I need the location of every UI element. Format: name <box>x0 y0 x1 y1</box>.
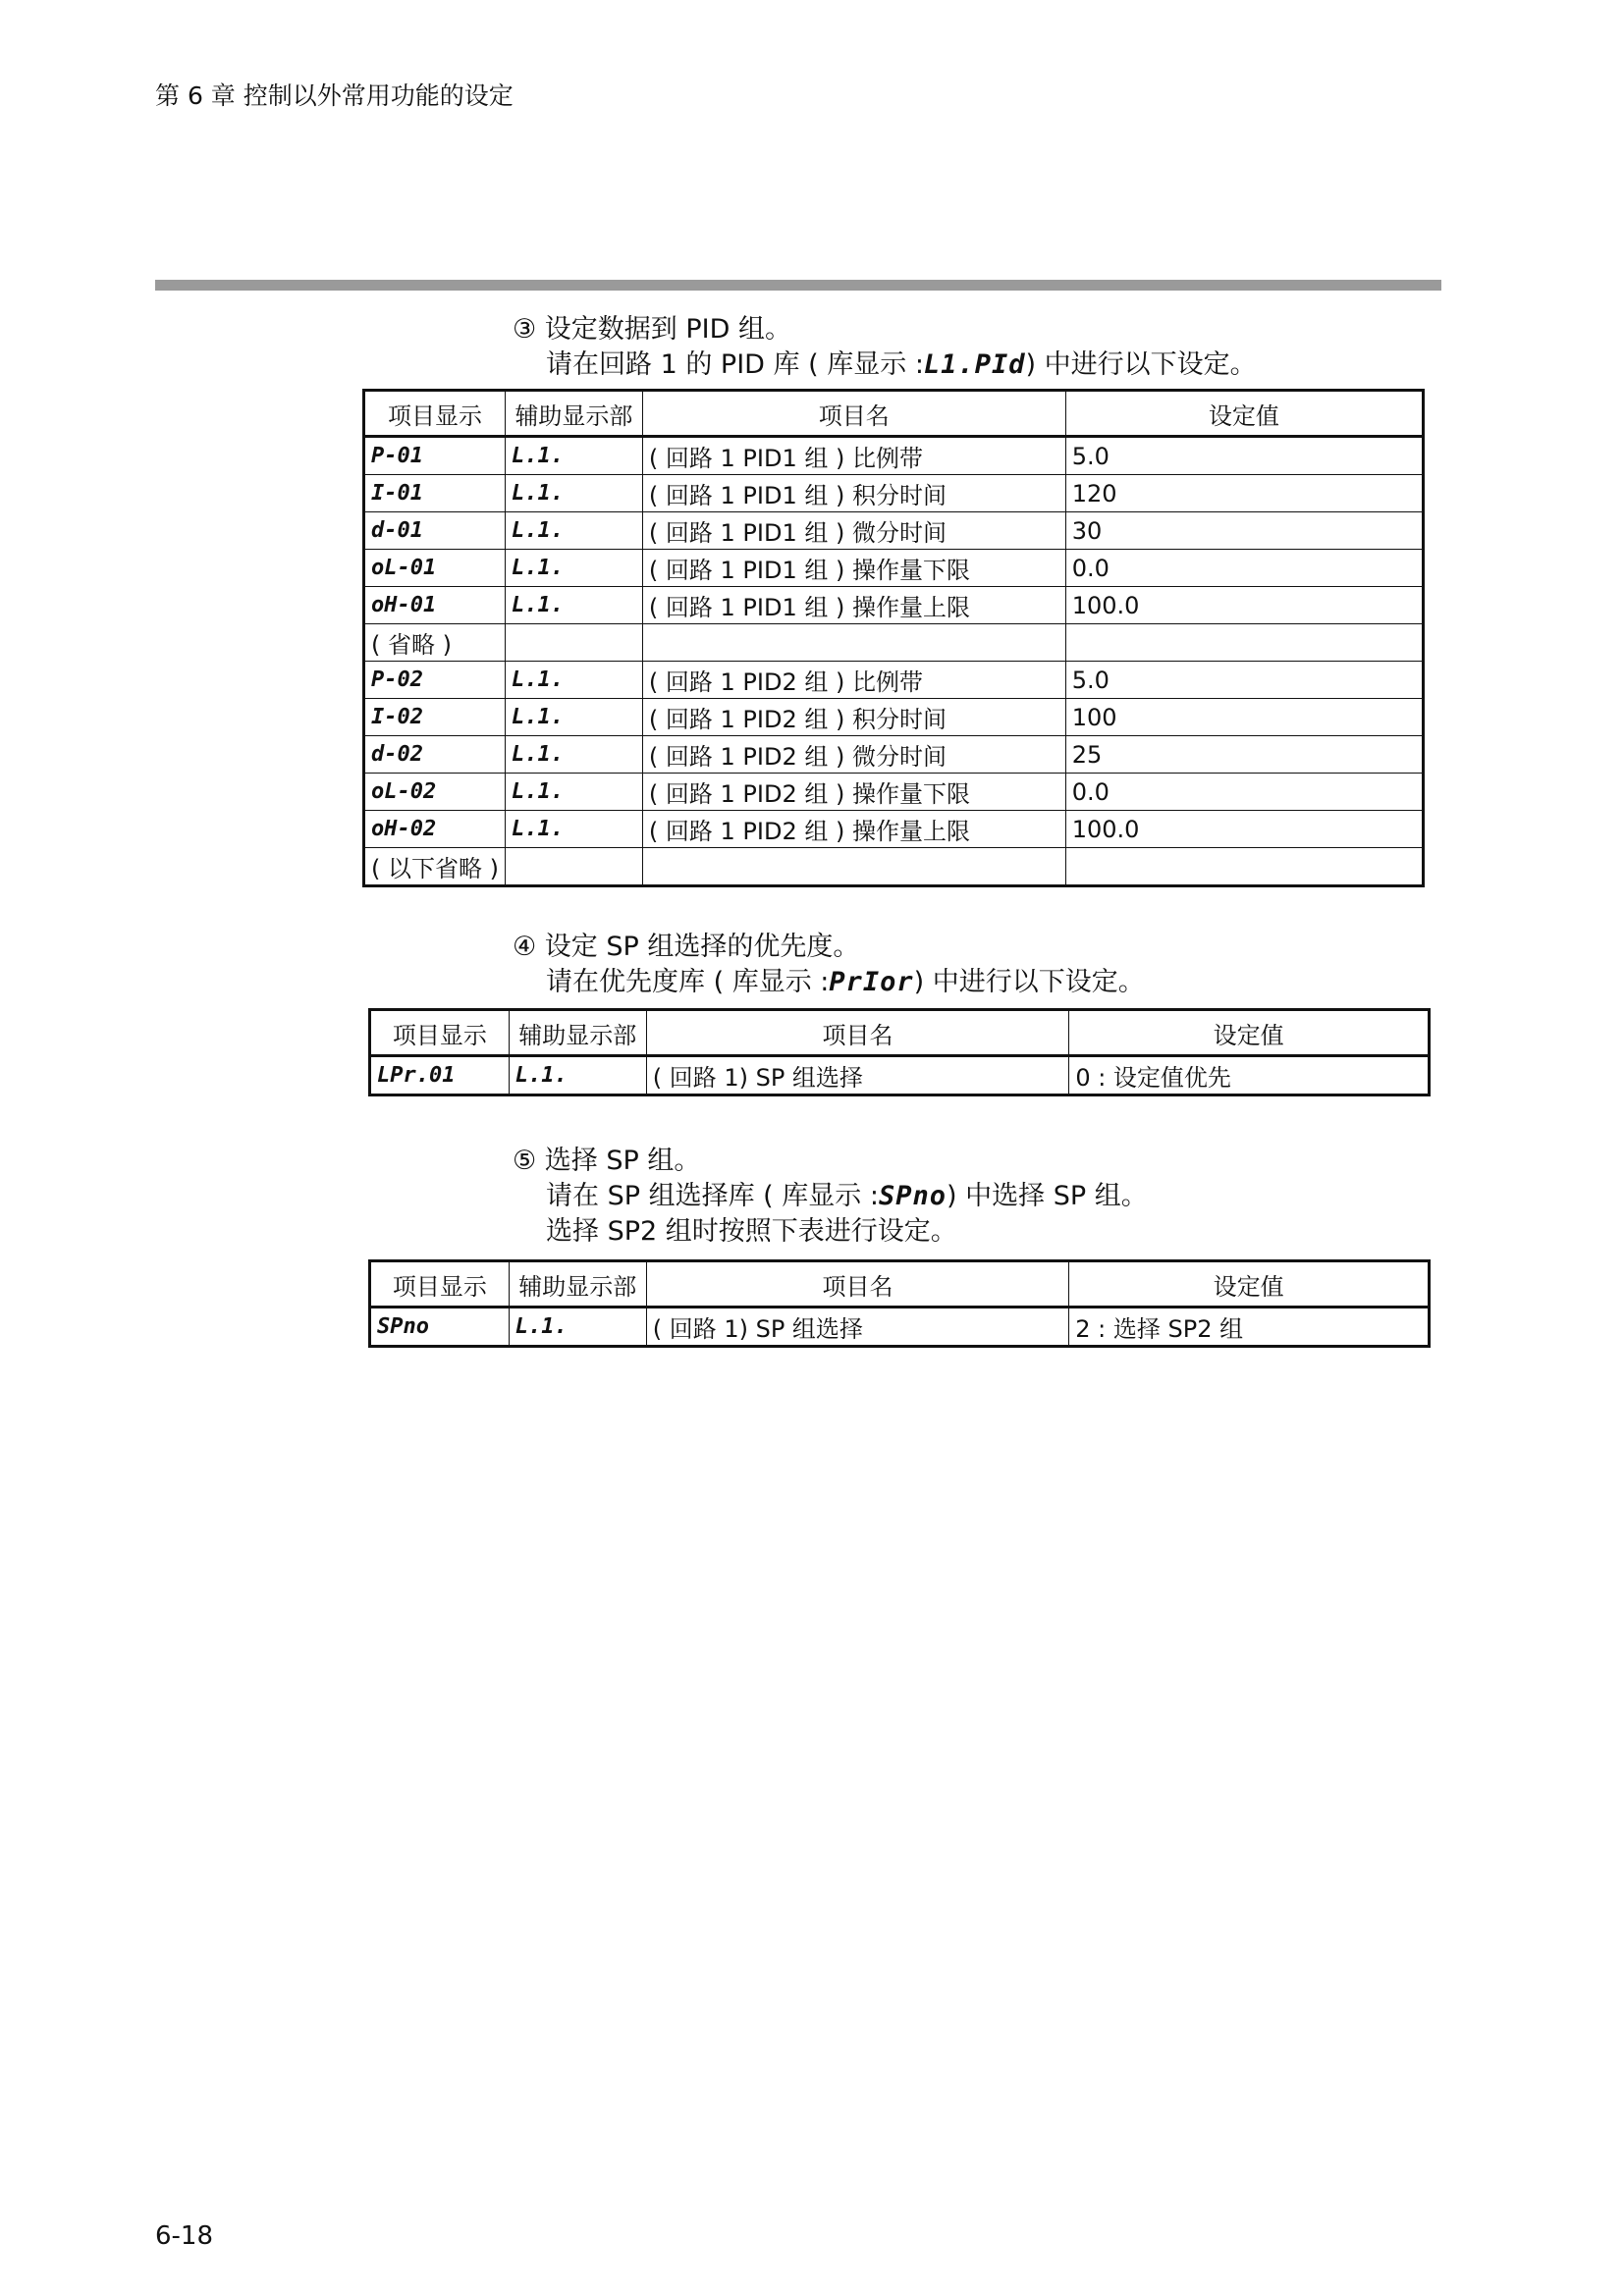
cell-item-name: ( 回路 1 PID2 组 ) 微分时间 <box>642 736 1065 774</box>
table-row <box>364 475 1424 512</box>
col-header-display: 项目显示 <box>364 391 506 437</box>
cell-set-value: 5.0 <box>1065 662 1423 699</box>
table-header-row <box>370 1010 1430 1056</box>
cell-display-code: LPr.01 <box>370 1056 510 1095</box>
table-row <box>364 811 1424 848</box>
cell-sub-display: L.1. <box>505 774 642 811</box>
cell-display-code: oL-01 <box>364 550 506 587</box>
step-5-description <box>513 1179 1148 1214</box>
step-5-heading: ⑤ 选择 SP 组。 <box>513 1146 701 1176</box>
cell-item-name: ( 回路 1 PID1 组 ) 积分时间 <box>642 475 1065 512</box>
table-row <box>364 848 1424 886</box>
step-3-heading: ③ 设定数据到 PID 组。 <box>513 314 791 345</box>
cell-set-value <box>1065 848 1423 886</box>
cell-set-value: 25 <box>1065 736 1423 774</box>
step-5-instructions <box>513 1144 1148 1250</box>
cell-item-name: ( 回路 1 PID1 组 ) 比例带 <box>642 437 1065 475</box>
table-row <box>364 774 1424 811</box>
step-3-instructions <box>513 312 1257 383</box>
cell-sub-display: L.1. <box>505 662 642 699</box>
page-number: 6-18 <box>155 2221 214 2251</box>
cell-item-name: ( 回路 1 PID1 组 ) 操作量上限 <box>642 587 1065 624</box>
cell-set-value: 100.0 <box>1065 587 1423 624</box>
sp-select-table <box>368 1259 1431 1348</box>
cell-item-name: ( 回路 1 PID2 组 ) 操作量上限 <box>642 811 1065 848</box>
cell-item-name <box>642 624 1065 662</box>
cell-set-value: 30 <box>1065 512 1423 550</box>
step-5-note: 选择 SP2 组时按照下表进行设定。 <box>546 1216 957 1247</box>
cell-sub-display: L.1. <box>505 587 642 624</box>
col-header-sub: 辅助显示部 <box>505 391 642 437</box>
cell-sub-display <box>505 848 642 886</box>
col-header-value: 设定值 <box>1069 1010 1430 1056</box>
cell-sub-display: L.1. <box>505 736 642 774</box>
cell-display-code: ( 以下省略 ) <box>364 848 506 886</box>
cell-set-value: 0 : 设定值优先 <box>1069 1056 1430 1095</box>
col-header-name: 项目名 <box>642 391 1065 437</box>
table-header-row <box>370 1261 1430 1308</box>
step-3-lcd-code: L1.PId <box>923 349 1026 380</box>
col-header-name: 项目名 <box>646 1010 1069 1056</box>
step-5-desc-pre: 请在 SP 组选择库 ( 库显示 : <box>546 1181 879 1211</box>
table-row <box>364 550 1424 587</box>
cell-sub-display: L.1. <box>505 811 642 848</box>
table-row <box>364 699 1424 736</box>
cell-set-value: 5.0 <box>1065 437 1423 475</box>
cell-display-code: SPno <box>370 1308 510 1347</box>
step-3-desc-pre: 请在回路 1 的 PID 库 ( 库显示 : <box>546 349 924 380</box>
cell-display-code: P-01 <box>364 437 506 475</box>
cell-item-name: ( 回路 1 PID1 组 ) 操作量下限 <box>642 550 1065 587</box>
pid-group-table <box>362 389 1425 887</box>
cell-sub-display: L.1. <box>509 1308 646 1347</box>
section-divider <box>155 280 1441 291</box>
cell-display-code: P-02 <box>364 662 506 699</box>
step-4-lcd-code: PrIor <box>829 967 914 997</box>
col-header-display: 项目显示 <box>370 1010 510 1056</box>
cell-display-code: oH-02 <box>364 811 506 848</box>
cell-item-name: ( 回路 1 PID2 组 ) 积分时间 <box>642 699 1065 736</box>
cell-set-value: 100.0 <box>1065 811 1423 848</box>
cell-set-value: 0.0 <box>1065 550 1423 587</box>
step-4-heading: ④ 设定 SP 组选择的优先度。 <box>513 932 860 962</box>
cell-item-name: ( 回路 1) SP 组选择 <box>646 1056 1069 1095</box>
cell-sub-display: L.1. <box>505 437 642 475</box>
step-4-description <box>513 965 1145 1000</box>
col-header-display: 项目显示 <box>370 1261 510 1308</box>
table-header-row <box>364 391 1424 437</box>
col-header-sub: 辅助显示部 <box>509 1010 646 1056</box>
cell-sub-display: L.1. <box>505 475 642 512</box>
cell-item-name: ( 回路 1 PID2 组 ) 操作量下限 <box>642 774 1065 811</box>
cell-sub-display: L.1. <box>505 512 642 550</box>
cell-set-value: 0.0 <box>1065 774 1423 811</box>
step-3-description <box>513 347 1257 383</box>
cell-display-code: I-02 <box>364 699 506 736</box>
chapter-title: 第 6 章 控制以外常用功能的设定 <box>155 81 514 110</box>
table-row <box>364 437 1424 475</box>
table-row <box>370 1308 1430 1347</box>
cell-set-value: 120 <box>1065 475 1423 512</box>
cell-item-name: ( 回路 1 PID2 组 ) 比例带 <box>642 662 1065 699</box>
step-5-desc-post: ) 中选择 SP 组。 <box>947 1181 1148 1211</box>
cell-display-code: I-01 <box>364 475 506 512</box>
cell-display-code: oL-02 <box>364 774 506 811</box>
cell-item-name <box>642 848 1065 886</box>
col-header-name: 项目名 <box>646 1261 1069 1308</box>
step-4-desc-pre: 请在优先度库 ( 库显示 : <box>546 967 830 997</box>
cell-set-value: 2 : 选择 SP2 组 <box>1069 1308 1430 1347</box>
table-row <box>364 736 1424 774</box>
table-row <box>364 512 1424 550</box>
sp-priority-table <box>368 1008 1431 1096</box>
step-4-desc-post: ) 中进行以下设定。 <box>913 967 1145 997</box>
cell-sub-display <box>505 624 642 662</box>
step-5-lcd-code: SPno <box>878 1181 947 1211</box>
col-header-value: 设定值 <box>1069 1261 1430 1308</box>
table-row <box>370 1056 1430 1095</box>
col-header-sub: 辅助显示部 <box>509 1261 646 1308</box>
cell-sub-display: L.1. <box>505 550 642 587</box>
table-row <box>364 624 1424 662</box>
step-4-instructions <box>513 930 1145 1000</box>
cell-item-name: ( 回路 1 PID1 组 ) 微分时间 <box>642 512 1065 550</box>
cell-display-code: d-02 <box>364 736 506 774</box>
cell-sub-display: L.1. <box>505 699 642 736</box>
step-3-desc-post: ) 中进行以下设定。 <box>1025 349 1257 380</box>
cell-sub-display: L.1. <box>509 1056 646 1095</box>
cell-display-code: oH-01 <box>364 587 506 624</box>
table-row <box>364 662 1424 699</box>
col-header-value: 设定值 <box>1065 391 1423 437</box>
cell-display-code: d-01 <box>364 512 506 550</box>
cell-set-value: 100 <box>1065 699 1423 736</box>
cell-item-name: ( 回路 1) SP 组选择 <box>646 1308 1069 1347</box>
cell-set-value <box>1065 624 1423 662</box>
cell-display-code: ( 省略 ) <box>364 624 506 662</box>
table-row <box>364 587 1424 624</box>
